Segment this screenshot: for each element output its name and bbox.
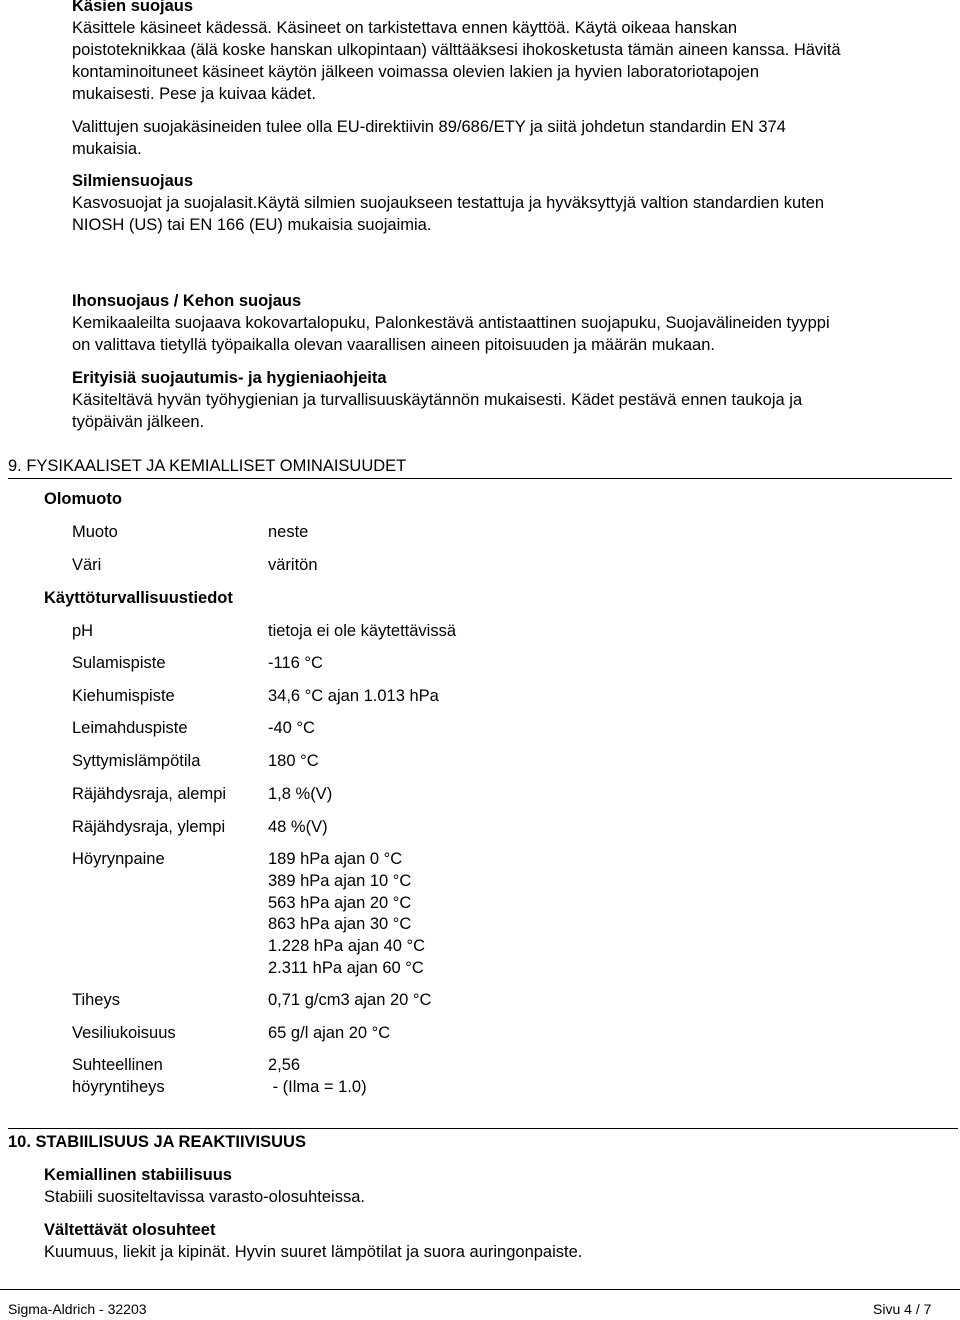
vapour-pressure-value: 2.311 hPa ajan 60 °C <box>268 959 424 977</box>
property-label: Leimahduspiste <box>72 719 188 737</box>
chemical-stability-title: Kemiallinen stabiilisuus <box>44 1166 232 1184</box>
property-value: 65 g/l ajan 20 °C <box>268 1024 391 1042</box>
property-value: tietoja ei ole käytettävissä <box>268 622 457 640</box>
page-label: Sivu <box>873 1301 901 1317</box>
hand-protection-line: poistoteknikkaa (älä koske hanskan ulkopintaan) välttääksesi ihokosketusta tämän aineen kanssa. Hävitä <box>72 41 841 59</box>
property-value: 0,71 g/cm3 ajan 20 °C <box>268 991 432 1009</box>
conditions-to-avoid-text: Kuumuus, liekit ja kipinät. Hyvin suuret lämpötilat ja suora auringonpaiste. <box>44 1243 583 1261</box>
property-label: höyryntiheys <box>72 1078 165 1096</box>
hygiene-title: Erityisiä suojautumis- ja hygieniaohjeita <box>72 369 387 387</box>
property-value: 48 %(V) <box>268 818 328 836</box>
section-10-rule <box>8 1128 958 1129</box>
hand-protection-directive-line: mukaisia. <box>72 140 142 158</box>
safety-data-title: Käyttöturvallisuustiedot <box>44 589 233 607</box>
property-value: neste <box>268 523 309 541</box>
hand-protection-line: kontaminoituneet käsineet käytön jälkeen voimassa olevien lakien ja hyvien laboratoriotapojen <box>72 63 760 81</box>
vapour-pressure-value: 1.228 hPa ajan 40 °C <box>268 937 426 955</box>
property-value: 34,6 °C ajan 1.013 hPa <box>268 687 439 705</box>
footer-page-number <box>873 1298 931 1320</box>
property-value: 180 °C <box>268 752 319 770</box>
property-label: Räjähdysraja, alempi <box>72 785 227 803</box>
hand-protection-line: mukaisesti. Pese ja kuivaa kädet. <box>72 85 316 103</box>
property-label: Höyrynpaine <box>72 850 165 868</box>
conditions-to-avoid-title: Vältettävät olosuhteet <box>44 1221 216 1239</box>
vapour-pressure-value: 563 hPa ajan 20 °C <box>268 894 412 912</box>
property-value: - (Ilma = 1.0) <box>268 1078 367 1096</box>
property-label: Räjähdysraja, ylempi <box>72 818 226 836</box>
property-label: Väri <box>72 556 102 574</box>
chemical-stability-text: Stabiili suositeltavissa varasto-olosuhteissa. <box>44 1188 365 1206</box>
property-label: Kiehumispiste <box>72 687 175 705</box>
current-page: 4 <box>904 1301 912 1317</box>
eye-protection-line: Kasvosuojat ja suojalasit.Käytä silmien suojaukseen testattuja ja hyväksyttyjä valtion standardien kuten <box>72 194 825 212</box>
vapour-pressure-value: 863 hPa ajan 30 °C <box>268 915 412 933</box>
property-label: Suhteellinen <box>72 1056 163 1074</box>
section-9-rule <box>8 478 952 479</box>
property-label: Tiheys <box>72 991 120 1009</box>
section-9-heading: 9. FYSIKAALISET JA KEMIALLISET OMINAISUUDET <box>8 457 407 475</box>
vapour-pressure-value: 389 hPa ajan 10 °C <box>268 872 412 890</box>
hand-protection-line: Käsittele käsineet kädessä. Käsineet on tarkistettava ennen käyttöä. Käytä oikeaa hanskan <box>72 19 738 37</box>
appearance-title: Olomuoto <box>44 490 122 508</box>
property-value: väritön <box>268 556 318 574</box>
vapour-pressure-value: 189 hPa ajan 0 °C <box>268 850 403 868</box>
property-value: -116 °C <box>268 654 323 672</box>
skin-protection-line: on valittava tietyllä työpaikalla olevan vaarallisen aineen pitoisuuden ja määrän mukaan. <box>72 336 715 354</box>
hygiene-line: Käsiteltävä hyvän työhygienian ja turvallisuuskäytännön mukaisesti. Kädet pestävä ennen taukoja ja <box>72 391 803 409</box>
property-label: Muoto <box>72 523 118 541</box>
eye-protection-title: Silmiensuojaus <box>72 172 194 190</box>
property-value: 1,8 %(V) <box>268 785 333 803</box>
property-label: pH <box>72 622 94 640</box>
hand-protection-directive-line: Valittujen suojakäsineiden tulee olla EU-direktiivin 89/686/ETY ja siitä johdetun standardin EN 374 <box>72 118 786 136</box>
hand-protection-title: Käsien suojaus <box>72 0 194 15</box>
footer-rule <box>0 1289 960 1290</box>
property-value: -40 °C <box>268 719 315 737</box>
hygiene-line: työpäivän jälkeen. <box>72 413 205 431</box>
skin-protection-line: Kemikaaleilta suojaava kokovartalopuku, Palonkestävä antistaattinen suojapuku, Suojavälineiden tyyppi <box>72 314 830 332</box>
section-10-heading: 10. STABIILISUUS JA REAKTIIVISUUS <box>8 1133 306 1151</box>
page-separator: / <box>915 1301 920 1317</box>
property-label: Syttymislämpötila <box>72 752 201 770</box>
skin-protection-title: Ihonsuojaus / Kehon suojaus <box>72 292 302 310</box>
property-label: Sulamispiste <box>72 654 166 672</box>
eye-protection-line: NIOSH (US) tai EN 166 (EU) mukaisia suojaimia. <box>72 216 432 234</box>
footer-document-id: Sigma-Aldrich - 32203 <box>8 1301 147 1317</box>
property-label: Vesiliukoisuus <box>72 1024 176 1042</box>
property-value: 2,56 <box>268 1056 301 1074</box>
total-pages: 7 <box>923 1301 932 1317</box>
